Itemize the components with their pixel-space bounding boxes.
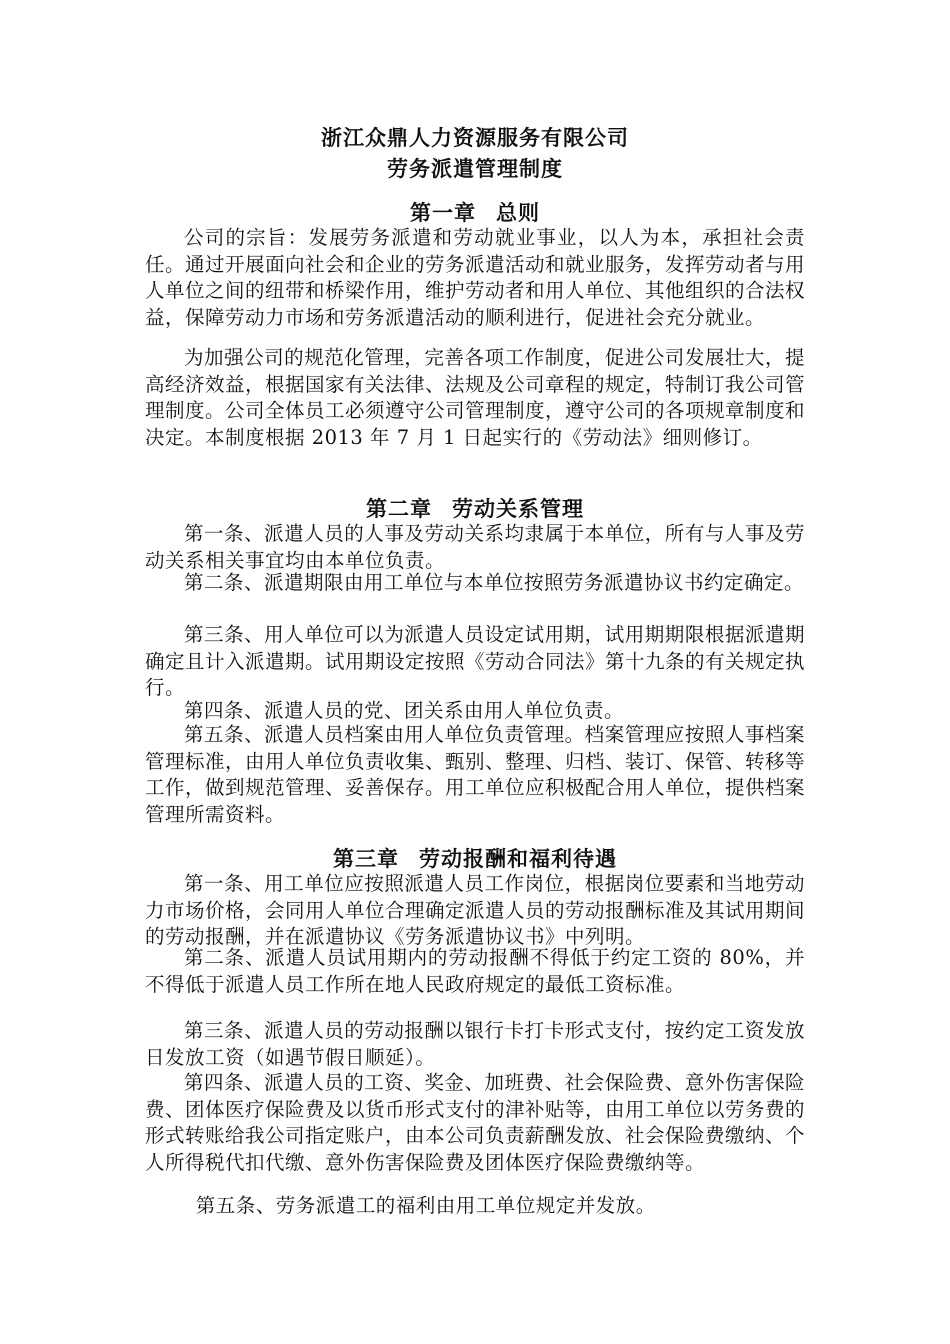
paragraph: 第五条、派遣人员档案由用人单位负责管理。档案管理应按照人事档案管理标准，由用人单位负责收集、甄别、整理、归档、装订、保管、转移等工作，做到规范管理、妥善保存。用工单位应积极配合用人单位，提供档案管理所需资料。 [145, 723, 806, 826]
paragraph: 第四条、派遣人员的工资、奖金、加班费、社会保险费、意外伤害保险费、团体医疗保险费及以货币形式支付的津补贴等，由用工单位以劳务费的形式转账给我公司指定账户，由本公司负责薪酬发放、社会保险费缴纳、个人所得税代扣代缴、意外伤害保险费及团体医疗保险费缴纳等。 [145, 1071, 806, 1174]
document-subtitle: 劳务派遣管理制度 [387, 156, 563, 181]
paragraph: 为加强公司的规范化管理，完善各项工作制度，促进公司发展壮大，提高经济效益，根据国家有关法律、法规及公司章程的规定，特制订我公司管理制度。公司全体员工必须遵守公司管理制度，遵守公司的各项规章制度和决定。本制度根据 2013 年 7 月 1 日起实行的《劳动法》细则修订。 [145, 346, 806, 449]
chapter-name: 总则 [496, 200, 540, 225]
paragraph: 第二条、派遣期限由用工单位与本单位按照劳务派遣协议书约定确定。 [184, 571, 805, 594]
paragraph: 第五条、劳务派遣工的福利由用工单位规定并发放。 [195, 1194, 656, 1217]
chapter-label: 第二章 [366, 496, 432, 521]
paragraph: 第四条、派遣人员的党、团关系由用人单位负责。 [184, 699, 625, 722]
chapter-2-heading [0, 495, 950, 523]
paragraph: 第一条、派遣人员的人事及劳动关系均隶属于本单位，所有与人事及劳动关系相关事宜均由本单位负责。 [145, 522, 805, 572]
chapter-name: 劳动报酬和福利待遇 [419, 846, 617, 871]
paragraph: 第三条、派遣人员的劳动报酬以银行卡打卡形式支付，按约定工资发放日发放工资（如遇节假日顺延）。 [145, 1019, 805, 1069]
chapter-name: 劳动关系管理 [452, 496, 584, 521]
chapter-1-heading [0, 199, 950, 227]
document-title [0, 122, 950, 184]
paragraph: 公司的宗旨：发展劳务派遣和劳动就业事业，以人为本，承担社会责任。通过开展面向社会和企业的劳务派遣活动和就业服务，发挥劳动者与用人单位之间的纽带和桥梁作用，维护劳动者和用人单位、其他组织的合法权益，保障劳动力市场和劳务派遣活动的顺利进行，促进社会充分就业。 [145, 226, 806, 329]
paragraph: 第一条、用工单位应按照派遣人员工作岗位，根据岗位要素和当地劳动力市场价格，会同用人单位合理确定派遣人员的劳动报酬标准及其试用期间的劳动报酬，并在派遣协议《劳务派遣协议书》中列明。 [145, 872, 806, 948]
company-name: 浙江众鼎人力资源服务有限公司 [321, 125, 629, 150]
paragraph: 第三条、用人单位可以为派遣人员设定试用期，试用期期限根据派遣期确定且计入派遣期。试用期设定按照《劳动合同法》第十九条的有关规定执行。 [145, 623, 806, 699]
chapter-label: 第一章 [410, 200, 476, 225]
chapter-label: 第三章 [333, 846, 399, 871]
paragraph: 第二条、派遣人员试用期内的劳动报酬不得低于约定工资的 80%，并不得低于派遣人员工作所在地人民政府规定的最低工资标准。 [145, 946, 805, 996]
chapter-3-heading [0, 845, 950, 873]
